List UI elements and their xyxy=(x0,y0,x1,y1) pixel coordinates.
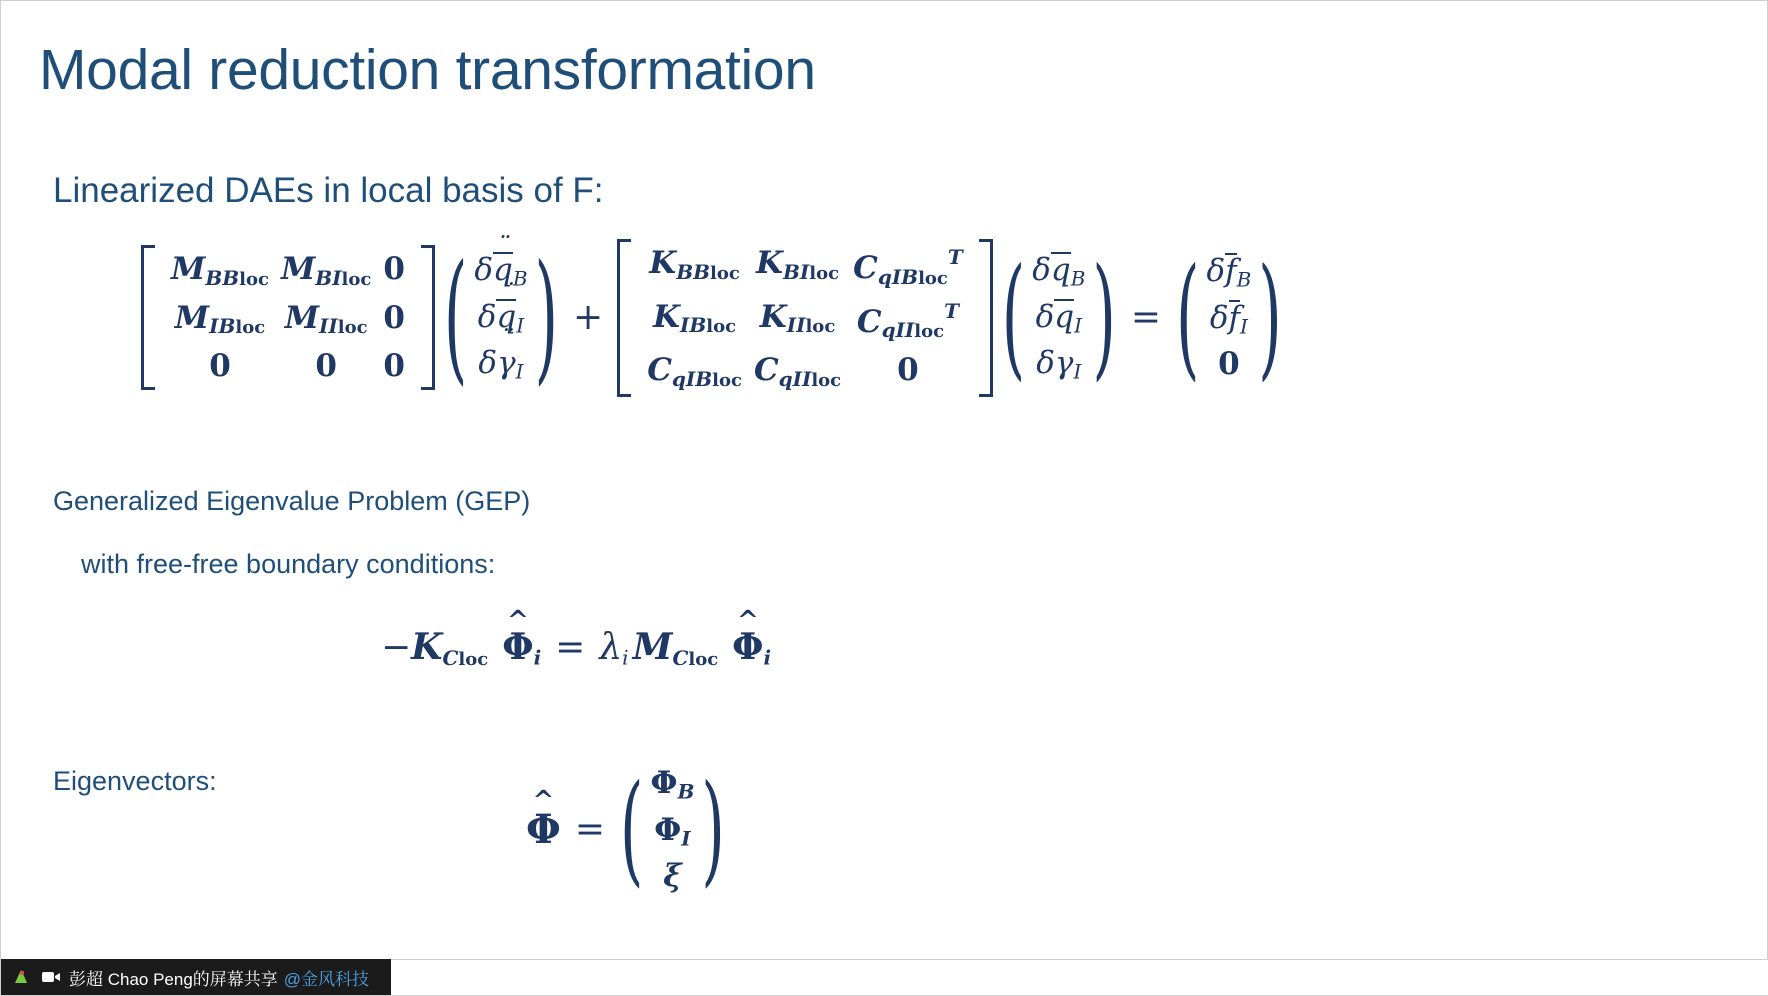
paren-left-icon: ( xyxy=(620,759,644,900)
matrix-cell: $C_{qIIloc}$ xyxy=(753,352,842,391)
matrix-cell: $K_{IIloc}$ xyxy=(759,298,836,338)
matrix-cell: $M_{BBloc}$ xyxy=(171,251,269,290)
equation-gep xyxy=(381,626,771,670)
stiffness-symbol: $K_{Cloc}$ xyxy=(411,626,489,670)
plus-operator: + xyxy=(573,297,604,339)
mass-matrix-grid xyxy=(155,245,421,390)
matrix-cell: $C_{qIIloc}^T$ xyxy=(856,298,959,343)
screen-share-taskbar[interactable] xyxy=(1,959,391,995)
page-title: Modal reduction transformation xyxy=(39,38,816,102)
vector-cell: $\delta q_B$ xyxy=(1032,252,1086,291)
state-vector xyxy=(1001,240,1117,395)
equation-linearized-daes xyxy=(141,235,1283,401)
vector-cell: $\delta q_I$ xyxy=(1035,298,1083,338)
mass-symbol: $M_{Cloc}$ xyxy=(632,626,719,670)
matrix-cell: $M_{IIloc}$ xyxy=(284,299,368,339)
vector-cell: $\Phi_I$ xyxy=(654,811,691,851)
paren-right-icon: ) xyxy=(1092,240,1116,395)
equals-operator: = xyxy=(574,809,606,851)
matrix-cell: $K_{BIloc}$ xyxy=(756,245,840,284)
paren-left-icon: ( xyxy=(1176,240,1200,395)
phi-hat-symbol: Φ $\^{}_i$ xyxy=(732,626,771,670)
bracket-right-icon xyxy=(979,239,993,397)
matrix-cell: $K_{IBloc}$ xyxy=(653,298,737,338)
acceleration-vector-grid xyxy=(468,248,533,388)
paren-right-icon: ) xyxy=(701,759,725,900)
paren-left-icon: ( xyxy=(1001,240,1026,395)
equals-operator: = xyxy=(555,627,586,669)
equation-eigenvectors xyxy=(526,761,726,898)
matrix-cell: 0 xyxy=(383,299,405,336)
matrix-cell: 0 xyxy=(315,348,337,385)
vector-cell: δq $¨_B$ xyxy=(474,252,527,291)
share-status-text: 彭超 Chao Peng的屏幕共享 xyxy=(69,969,278,989)
vector-cell: $\delta f_B$ xyxy=(1206,253,1252,292)
acceleration-vector xyxy=(443,235,559,401)
state-vector-grid xyxy=(1026,248,1091,388)
matrix-cell: $C_{qIBloc}^T$ xyxy=(853,245,963,289)
share-org-tag: @金风科技 xyxy=(283,969,370,989)
bracket-left-icon xyxy=(141,245,155,390)
matrix-cell: $M_{BIloc}$ xyxy=(280,251,372,290)
paren-right-icon: ) xyxy=(1258,240,1282,395)
force-vector xyxy=(1175,240,1283,395)
matrix-cell: $M_{IBloc}$ xyxy=(174,299,266,339)
camera-icon[interactable] xyxy=(39,965,63,989)
phi-hat-symbol: Φ $\^{}_i$ xyxy=(502,626,541,670)
force-vector-grid xyxy=(1200,249,1257,386)
minus-operator: − xyxy=(381,627,412,669)
gep-label: Generalized Eigenvalue Problem (GEP) xyxy=(53,486,531,516)
eigenvectors-label: Eigenvectors: xyxy=(53,766,217,796)
eigenvector-components xyxy=(644,761,700,898)
paren-right-icon: ) xyxy=(534,235,559,401)
vector-cell: δq $¨_I$ xyxy=(474,299,527,338)
phi-hat-symbol: Φ ^ xyxy=(526,806,561,853)
bracket-right-icon xyxy=(421,245,435,390)
gep-boundary-label: with free-free boundary conditions: xyxy=(81,549,496,579)
matrix-cell: 0 xyxy=(383,348,405,385)
section-subtitle: Linearized DAEs in local basis of F: xyxy=(53,171,604,210)
equals-operator: = xyxy=(1130,297,1162,339)
matrix-cell: 0 xyxy=(209,348,231,385)
matrix-cell: $K_{BBloc}$ xyxy=(649,245,740,284)
bracket-left-icon xyxy=(617,239,631,397)
vector-cell: 0 xyxy=(1218,346,1240,383)
vector-cell: δγ $¨_I$ xyxy=(474,345,527,384)
vector-cell: ξ xyxy=(663,858,682,895)
paren-left-icon: ( xyxy=(443,235,468,401)
vector-cell: $\Phi_B$ xyxy=(650,765,695,804)
vector-cell: $\delta f_I$ xyxy=(1209,299,1248,339)
mass-matrix xyxy=(141,245,435,390)
matrix-cell: $C_{qIBloc}$ xyxy=(647,352,742,391)
lambda-symbol: $\lambda_i$ xyxy=(599,626,629,670)
vector-cell: $\delta\gamma_I$ xyxy=(1036,345,1082,384)
matrix-cell: 0 xyxy=(897,352,919,389)
stiffness-matrix-grid xyxy=(631,239,979,397)
stiffness-matrix xyxy=(617,239,993,397)
screen-share-icon[interactable] xyxy=(9,965,33,989)
matrix-cell: 0 xyxy=(383,251,405,288)
